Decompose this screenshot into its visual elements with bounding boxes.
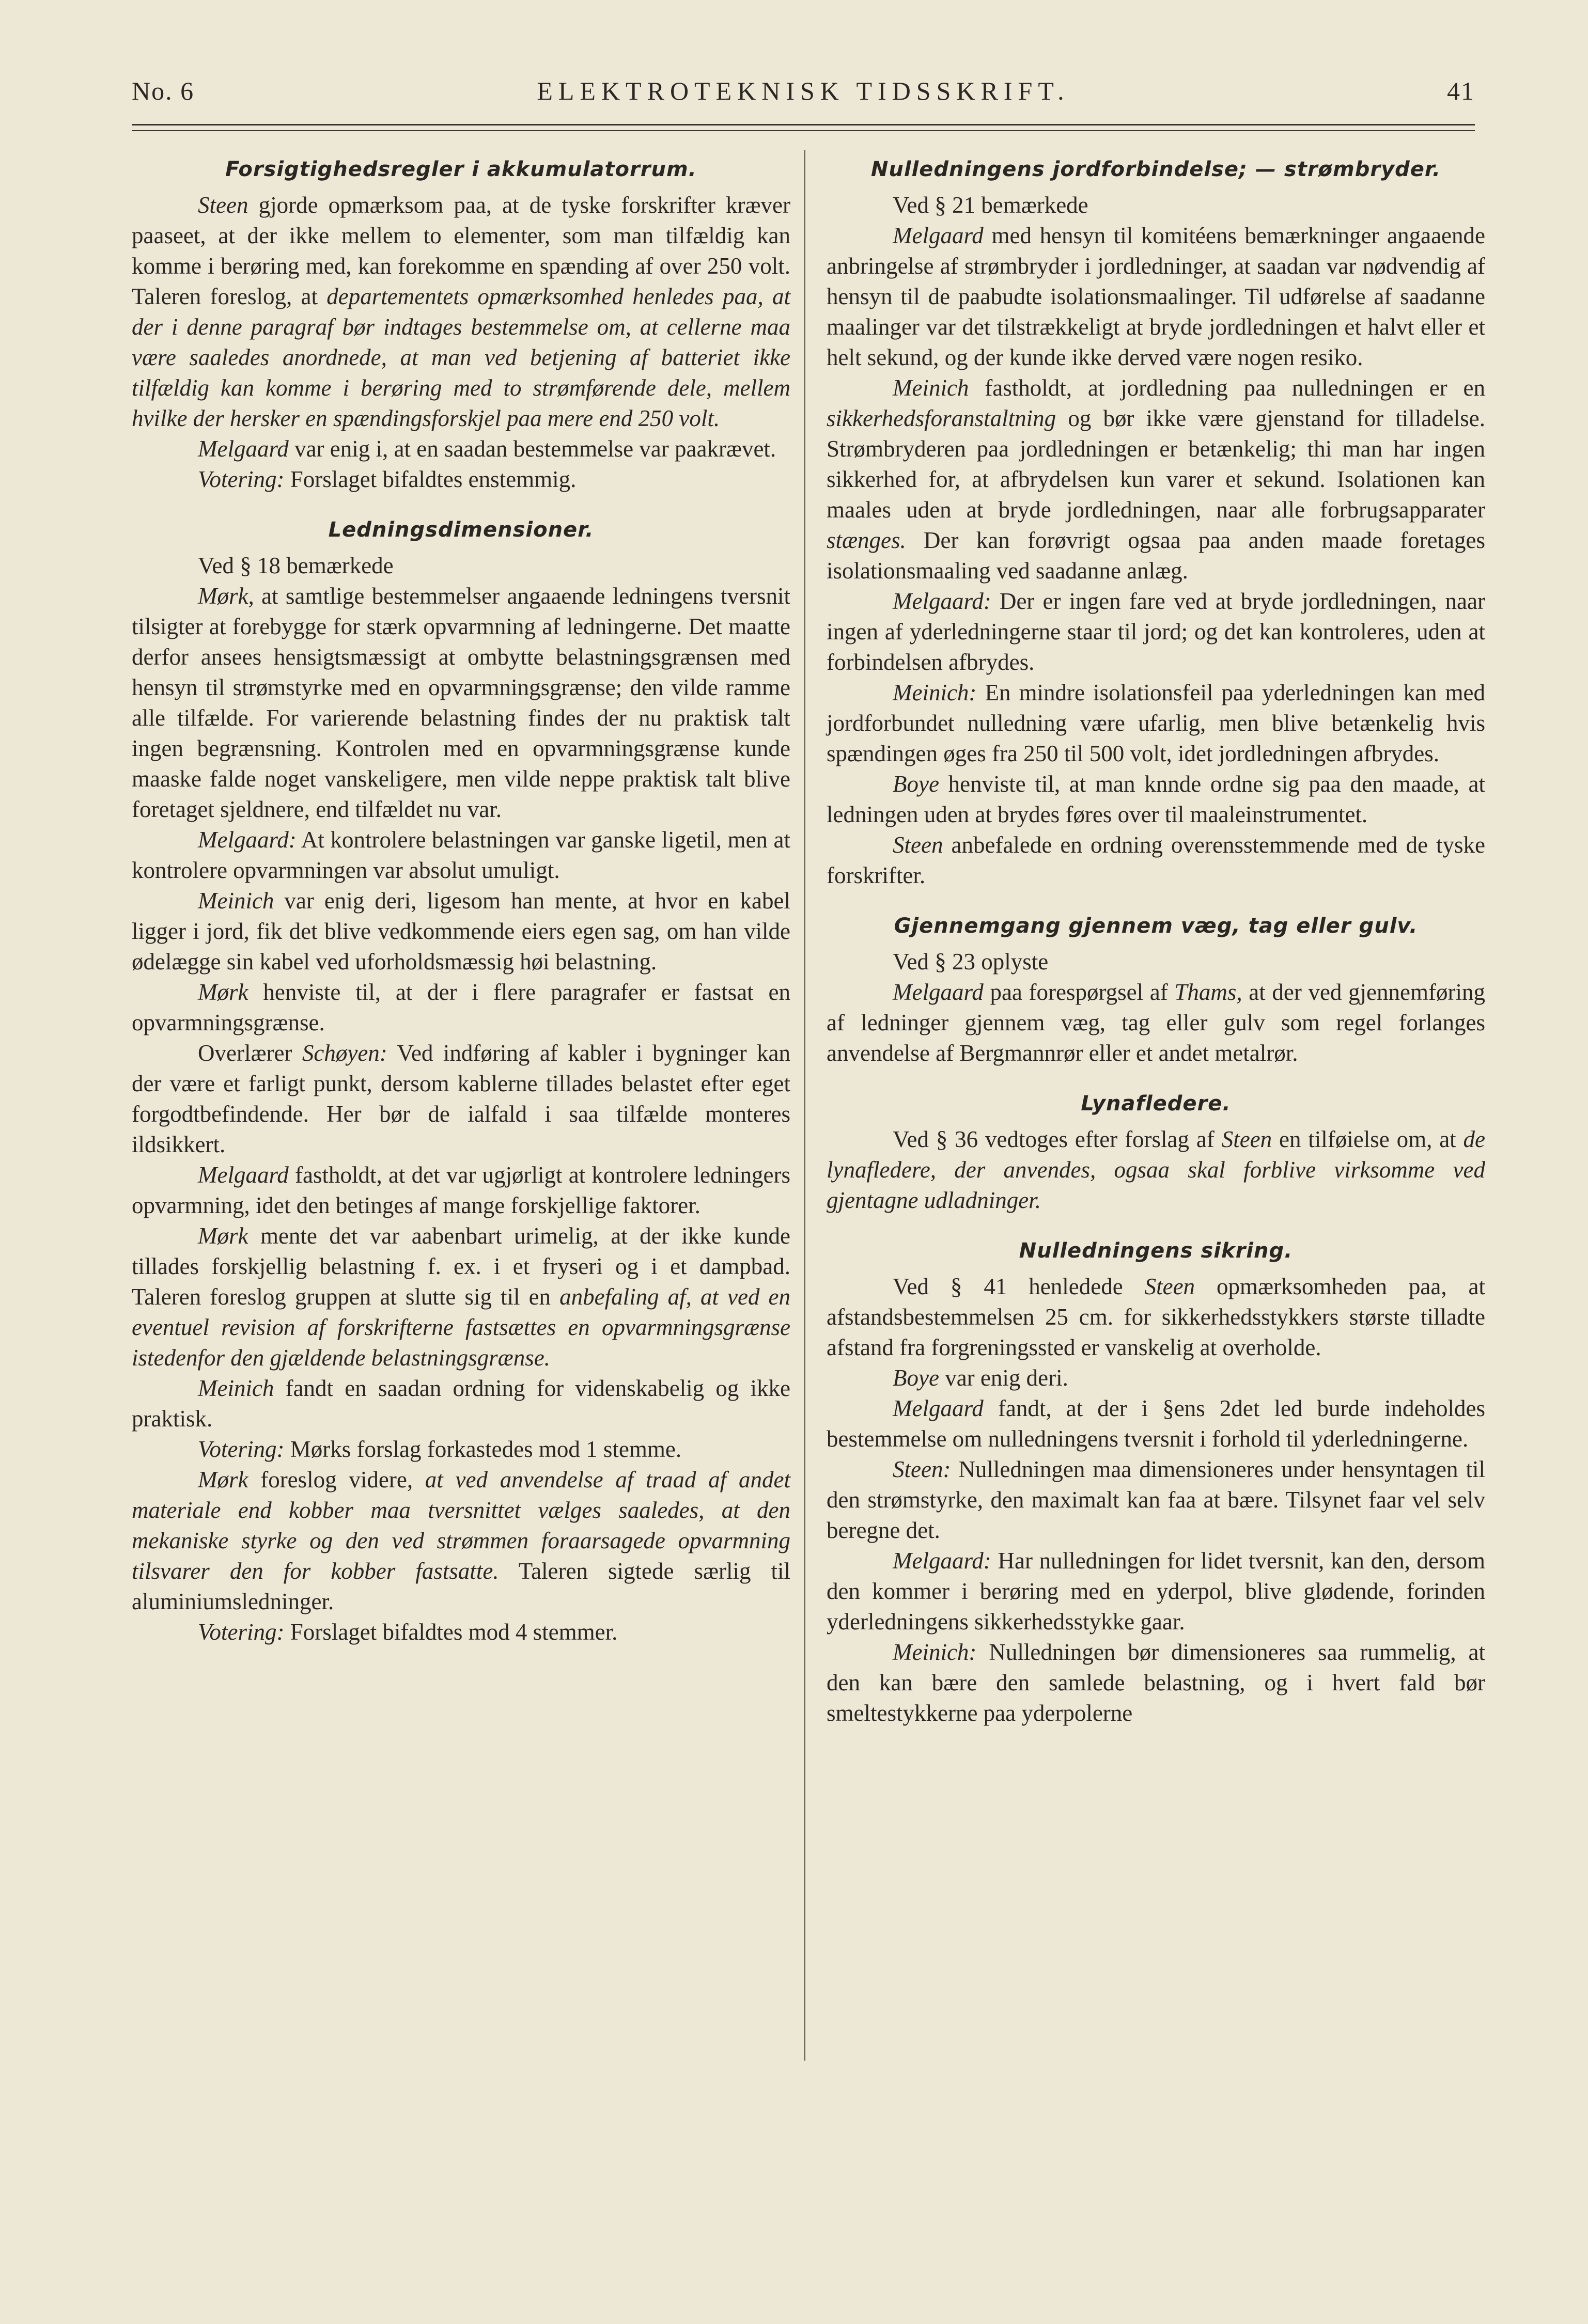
speaker-name: Steen: xyxy=(893,1456,951,1482)
right-column xyxy=(827,155,1485,1729)
speaker-name: Steen xyxy=(1144,1274,1195,1299)
speaker-name: Melgaard xyxy=(893,1395,984,1421)
speaker-name: Thams, xyxy=(1174,979,1242,1005)
paragraph: Meinich fastholdt, at jordledning paa nulledningen er en sikkerhedsforanstaltning og bør ikke være gjenstand for tilladelse. Strømbryderen paa jordledningen er betænkelig; thi man har ingen sikkerhed for, at afbrydelsen kun varer et sekund. Isolationen kan maales uden at bryde jordledningen, naar alle forbrugsapparater stænges. Der kan forøvrigt ogsaa paa anden maade foretages isolationsmaaling ved saadanne anlæg. xyxy=(827,375,1485,584)
vote-label: Votering: xyxy=(198,466,285,492)
paragraph: Meinich: Nulledningen bør dimensioneres saa rummelig, at den kan bære den samlede belastning, og i hvert fald bør smeltestykkerne paa yderpolerne xyxy=(827,1639,1485,1726)
paragraph: Votering: Mørks forslag forkastedes mod 1 stemme. xyxy=(198,1436,682,1462)
speaker-name: Melgaard xyxy=(198,1162,289,1188)
paragraph: Melgaard paa forespørgsel af Thams, at der ved gjennemføring af ledninger gjennem væg, tag eller gulv som regel forlanges anvendelse af Bergmannrør eller et andet metalrør. xyxy=(827,979,1485,1066)
paragraph: Melgaard: Der er ingen fare ved at bryde jordledningen, naar ingen af yderledningerne staar til jord; og det kan kontroleres, uden at forbindelsen afbrydes. xyxy=(827,588,1485,675)
paragraph: Votering: Forslaget bifaldtes mod 4 stemmer. xyxy=(198,1619,618,1645)
speaker-name: Steen xyxy=(198,192,248,218)
paragraph: Ved § 36 vedtoges efter forslag af Steen en tilføielse om, at de lynafledere, der anvendes, ogsaa skal forblive virksomme ved gjentagne udladninger. xyxy=(827,1126,1485,1213)
speaker-name: Melgaard xyxy=(893,223,984,248)
paragraph: Meinich: En mindre isolationsfeil paa yderledningen kan med jordforbundet nulledning være ufarlig, men blive betænkelig hvis spændingen øges fra 250 til 500 volt, idet jordledningen afbrydes. xyxy=(827,680,1485,766)
paragraph: Meinich var enig deri, ligesom han mente, at hvor en kabel ligger i jord, fik det blive vedkommende eiers egen sag, om han vilde ødelægge sin kabel ved uforholdsmæssig høi belastning. xyxy=(132,888,790,975)
paragraph: Mørk henviste til, at der i flere paragrafer er fastsat en opvarmningsgrænse. xyxy=(132,979,790,1035)
paragraph: Mørk foreslog videre, at ved anvendelse af traad af andet materiale end kobber maa tversnittet vælges saaledes, at den mekaniske styrke og den ved strømmen foraarsagede opvarmning tilsvarer den for kobber fastsatte. Taleren sigtede særlig til aluminiumsledninger. xyxy=(132,1467,790,1614)
speaker-name: Boye xyxy=(893,771,939,797)
paragraph: Melgaard: Har nulledningen for lidet tversnit, kan den, dersom den kommer i berøring med en yderpol, blive glødende, forinden yderledningens sikkerhedsstykke gaar. xyxy=(827,1548,1485,1635)
paragraph: Ved § 21 bemærkede xyxy=(893,192,1088,218)
paragraph: Steen: Nulledningen maa dimensioneres under hensyntagen til den strømstyrke, den maximalt kan faa at bære. Tilsynet faar vel selv beregne det. xyxy=(827,1456,1485,1543)
section-heading: Gjennemgang gjennem væg, tag eller gulv. xyxy=(894,914,1418,938)
section-heading: Lynafledere. xyxy=(1081,1092,1231,1116)
left-column xyxy=(132,155,790,1647)
speaker-name: Melgaard: xyxy=(198,827,297,853)
paragraph: Boye var enig deri. xyxy=(893,1365,1068,1391)
speaker-name: Mørk xyxy=(198,1467,248,1493)
vote-label: Votering: xyxy=(198,1436,285,1462)
emphasis: departementets opmærksomhed henledes paa, at der i denne paragraf bør indtages bestemmelse om, at cellerne maa være saaledes anordnede, at man ved betjening af batteriet ikke tilfældig kan komme i berøring med to strømførende dele, mellem hvilke der hersker en spændingsforskjel paa mere end 250 volt. xyxy=(132,284,790,431)
paragraph: Boye henviste til, at man knnde ordne sig paa den maade, at ledningen uden at brydes føres over til maaleinstrumentet. xyxy=(827,771,1485,827)
speaker-name: Melgaard xyxy=(198,436,289,462)
paragraph: Meinich fandt en saadan ordning for videnskabelig og ikke praktisk. xyxy=(132,1375,790,1432)
paragraph: Votering: Forslaget bifaldtes enstemmig. xyxy=(198,466,577,492)
speaker-name: Melgaard xyxy=(893,979,984,1005)
speaker-name: Meinich: xyxy=(893,1639,977,1665)
speaker-name: Steen xyxy=(893,832,943,858)
emphasis: at ved anvendelse af traad af andet materiale end kobber maa tversnittet vælges saaledes, at den mekaniske styrke og den ved strømmen foraarsagede opvarmning tilsvarer den for kobber fastsatte. xyxy=(132,1467,790,1584)
speaker-name: Melgaard: xyxy=(893,1548,991,1574)
paragraph: Steen anbefalede en ordning overensstemmende med de tyske forskrifter. xyxy=(827,832,1485,888)
speaker-name: Melgaard: xyxy=(893,588,991,614)
speaker-name: Boye xyxy=(893,1365,939,1391)
issue-number: No. 6 xyxy=(132,76,195,105)
section-heading: Nulledningens jordforbindelse; — strømbryder. xyxy=(870,158,1441,181)
speaker-name: Mørk xyxy=(198,1223,248,1249)
section-heading: Nulledningens sikring. xyxy=(1019,1239,1293,1263)
emphasis: anbefaling af, at ved en eventuel revision af forskrifterne fastsættes en opvarmningsgrænse istedenfor den gjældende belastningsgrænse. xyxy=(132,1284,790,1371)
column-divider xyxy=(804,150,805,2061)
header-rule-bottom xyxy=(132,130,1475,131)
header-rule-top xyxy=(132,124,1475,125)
paragraph: Melgaard var enig i, at en saadan bestemmelse var paakrævet. xyxy=(198,436,776,462)
paragraph: Overlærer Schøyen: Ved indføring af kabler i bygninger kan der være et farligt punkt, dersom kablerne tillades belastet efter eget forgodtbefindende. Her bør de ialfald i saa tilfælde monteres ildsikkert. xyxy=(132,1040,790,1157)
speaker-name: Steen xyxy=(1221,1126,1272,1152)
paragraph: Mørk, at samtlige bestemmelser angaaende ledningens tversnit tilsigter at forebygge for stærk opvarmning af ledningerne. Det maatte derfor ansees hensigtsmæssigt at ombytte belastningsgrænsen med hensyn til strømstyrke med en opvarmningsgrænse; den vilde ramme alle tilfælde. For varierende belastning findes der nu praktisk talt ingen begrænsning. Kontrolen med en opvarmningsgrænse kunde maaske falde noget vanskeligere, men vilde neppe praktisk talt blive foretaget sjeldnere, end tilfældet nu var. xyxy=(132,583,790,822)
paragraph: Melgaard med hensyn til komitéens bemærkninger angaaende anbringelse af strømbryder i jordledninger, at saadan var nødvendig af hensyn til de paabudte isolationsmaalinger. Til udførelse af saadanne maalinger var det tilstrækkeligt at bryde jordledningen et halvt eller et helt sekund, og der kunde ikke derved være nogen resiko. xyxy=(827,223,1485,370)
section-heading: Forsigtighedsregler i akkumulatorrum. xyxy=(225,158,697,181)
section-heading: Ledningsdimensioner. xyxy=(328,518,594,542)
paragraph: Melgaard fandt, at der i §ens 2det led burde indeholdes bestemmelse om nulledningens tversnit i forhold til yderledningerne. xyxy=(827,1395,1485,1452)
speaker-name: Meinich xyxy=(198,1375,274,1401)
speaker-name: Meinich xyxy=(893,375,969,401)
emphasis: sikkerhedsforanstaltning xyxy=(827,405,1056,431)
paragraph: Ved § 23 oplyste xyxy=(893,949,1049,975)
page-number: 41 xyxy=(1447,76,1475,105)
speaker-name: Schøyen: xyxy=(302,1040,387,1066)
paragraph: Ved § 41 henledede Steen opmærksomheden paa, at afstandsbestemmelsen 25 cm. for sikkerhedsstykkers største tilladte afstand fra forgreningssted er vanskelig at overholde. xyxy=(827,1274,1485,1360)
paragraph: Steen gjorde opmærksom paa, at de tyske forskrifter kræver paaseet, at der ikke mellem to elementer, som man tilfældig kan komme i berøring med, kan forekomme en spænding af over 250 volt. Taleren foreslog, at departementets opmærksomhed henledes paa, at der i denne paragraf bør indtages bestemmelse om, at cellerne maa være saaledes anordnede, at man ved betjening af batteriet ikke tilfældig kan komme i berøring med to strømførende dele, mellem hvilke der hersker en spændingsforskjel paa mere end 250 volt. xyxy=(132,192,790,431)
speaker-name: Mørk xyxy=(198,979,248,1005)
page-header xyxy=(132,70,1475,111)
emphasis: stænges. xyxy=(827,527,906,553)
journal-title: ELEKTROTEKNISK TIDSSKRIFT. xyxy=(537,76,1070,105)
vote-label: Votering: xyxy=(198,1619,285,1645)
emphasis: de lynafledere, der anvendes, ogsaa skal forblive virksomme ved gjentagne udladninger. xyxy=(827,1126,1485,1213)
paragraph: Mørk mente det var aabenbart urimelig, at der ikke kunde tillades forskjellig belastning f. ex. i et fryseri og i et dampbad. Taleren foreslog gruppen at slutte sig til en anbefaling af, at ved en eventuel revision af forskrifterne fastsættes en opvarmningsgrænse istedenfor den gjældende belastningsgrænse. xyxy=(132,1223,790,1371)
paragraph: Melgaard: At kontrolere belastningen var ganske ligetil, men at kontrolere opvarmningen var absolut umuligt. xyxy=(132,827,790,883)
paragraph: Ved § 18 bemærkede xyxy=(198,553,394,578)
speaker-name: Mørk, xyxy=(198,583,254,609)
speaker-name: Meinich xyxy=(198,888,274,914)
paragraph: Melgaard fastholdt, at det var ugjørligt at kontrolere ledningers opvarmning, idet den betinges af mange forskjellige faktorer. xyxy=(132,1162,790,1218)
speaker-name: Meinich: xyxy=(893,680,977,705)
